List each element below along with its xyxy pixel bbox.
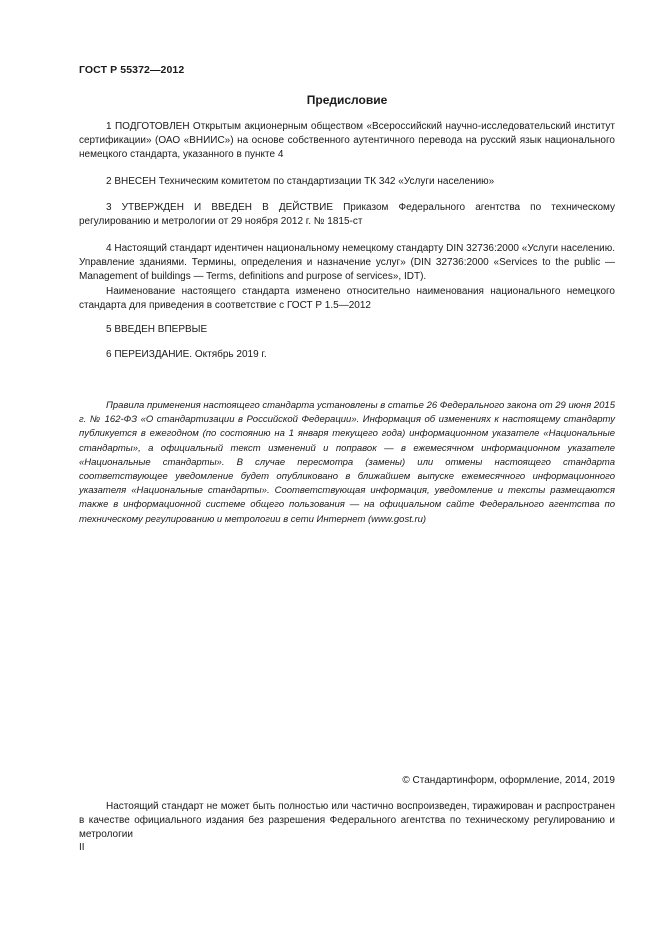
standard-code-header: ГОСТ Р 55372—2012 [79,64,185,76]
notice-text: Правила применения настоящего стандарта установлены в статье 26 Федерального закона от 29 июня 2015 г. № 162-ФЗ «О стандартизации в Российской Федерации». Информация об изменениях к настоящему стандарту публикуется в ежегодном (по состоянию на 1 января текущего года) информационном указателе «Национальные стандарты», а официальный текст изменений и поправок — в ежемесячном информационном указателе «Национальные стандарты». В случае пересмотра (замены) или отмены настоящего стандарта соответствующее уведомление будет опубликовано в ближайшем выпуске ежемесячного информационного указателя «Национальные стандарты». Соответствующая информация, уведомление и тексты размещаются также в информационной системе общего пользования — на официальном сайте Федерального агентства по техническому регулированию и метрологии в сети Интернет (www.gost.ru) [79,400,615,525]
preface-item-2 [79,175,615,189]
page-number: II [79,842,85,853]
preface-item-6-text: 6 ПЕРЕИЗДАНИЕ. Октябрь 2019 г. [106,349,267,360]
preface-item-5-text: 5 ВВЕДЕН ВПЕРВЫЕ [106,324,208,335]
reproduction-notice-text: Настоящий стандарт не может быть полностью или частично воспроизведен, тиражирован и распространен в качестве официального издания без разрешения Федерального агентства по техническому регулированию и метрологии [79,801,615,841]
preface-item-5 [79,323,615,337]
preface-item-4-note: Наименование настоящего стандарта изменено относительно наименования национального немецкого стандарта для приведения в соответствие с ГОСТ Р 1.5—2012 [79,285,615,311]
preface-title: Предисловие [306,93,388,107]
reproduction-notice [79,800,615,843]
preface-item-1 [79,120,615,163]
preface-item-2-text: 2 ВНЕСЕН Техническим комитетом по стандартизации ТК 342 «Услуги населению» [106,176,495,187]
application-rules-notice [79,399,615,527]
copyright-line: © Стандартинформ, оформление, 2014, 2019 [402,775,615,786]
preface-item-4 [79,242,615,313]
preface-item-1-text: 1 ПОДГОТОВЛЕН Открытым акционерным обществом «Всероссийский научно-исследовательский институт сертификации» (ОАО «ВНИИС») на основе собственного аутентичного перевода на русский язык национального немецкого стандарта, указанного в пункте 4 [79,121,615,161]
preface-item-4-text: 4 Настоящий стандарт идентичен национальному немецкому стандарту DIN 32736:2000 «Услуги населению. Управление зданиями. Термины, определения и назначение услуг» (DIN 32736:2000 «Services to the public — Management of buildings — Terms, definitions and purpose of services», IDT). [79,243,615,283]
preface-item-3 [79,201,615,229]
preface-item-6 [79,348,615,362]
preface-item-3-text: 3 УТВЕРЖДЕН И ВВЕДЕН В ДЕЙСТВИЕ Приказом Федерального агентства по техническому регулированию и метрологии от 29 ноября 2012 г. № 1815-ст [79,202,615,228]
